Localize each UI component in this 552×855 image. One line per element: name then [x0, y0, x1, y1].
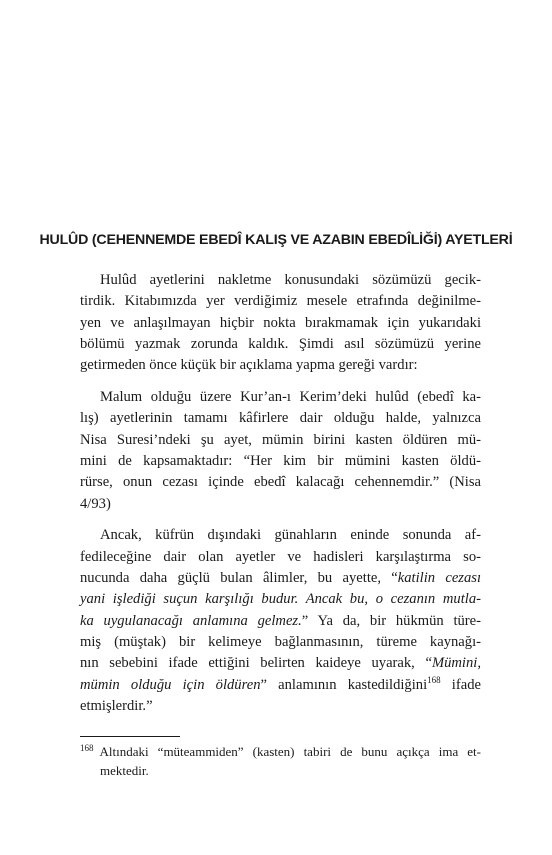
text-span: nucunda daha güçlü bulan âlimler, bu ayette, “ [80, 570, 398, 587]
text-line: fedileceğine dair olan ayetler ve hadisleri karşılaştırma so- [80, 548, 481, 565]
section-heading: HULÛD (CEHENNEMDE EBEDÎ KALIŞ VE AZABIN EBEDÎLİĞİ) AYETLERİ [39, 232, 513, 248]
footnote [80, 743, 481, 780]
text-line: rürse, onun cezası içinde ebedî kalacağı cehennemdir.” (Nisa [80, 474, 481, 491]
text-span: nın sebebini ifade ettiğini belirten kaideye uyarak, “ [80, 655, 432, 672]
text-line: Malum olduğu üzere Kur’an-ı Kerim’deki hulûd (ebedî ka- [100, 389, 481, 406]
footnote-number: 168 [80, 742, 94, 753]
text-span: ” anlamının kastedildiğini [260, 676, 428, 693]
italic-span: Mümini, [431, 655, 481, 672]
text-line [80, 675, 481, 696]
text-line: etmişlerdir.” [80, 697, 153, 714]
text-line: mini de kapsamaktadır: “Her kim bir mümini kasten öldü- [80, 452, 481, 469]
italic-span: ka uygulanacağı anlamına gelmez. [80, 612, 302, 629]
footnote-text: Altındaki “müteammiden” (kasten) tabiri de bunu açıkça ima et- [99, 744, 481, 759]
footnote-line: mektedir. [100, 762, 149, 778]
text-line: lış) ayetlerinin tamamı kâfirlere dair olduğu halde, yalnızca [80, 410, 481, 427]
footnote-divider [80, 736, 180, 737]
body-text [80, 270, 481, 728]
text-line [80, 589, 481, 610]
text-line: yen ve anlaşılmayan hiçbir nokta bırakmamak için yukarıdaki [80, 314, 481, 331]
text-line [80, 568, 481, 589]
text-line: 4/93) [80, 495, 111, 512]
paragraph-3 [80, 525, 481, 717]
text-span: ” Ya da, bir hükmün türe- [301, 612, 481, 629]
text-line: Nisa Suresi’ndeki şu ayet, mümin birini kasten öldüren mü- [80, 431, 481, 448]
text-line [80, 611, 481, 632]
text-line: tirdik. Kitabımızda yer verdiğimiz mesele etrafında değinilme- [80, 293, 481, 310]
italic-span: mümin olduğu için öldüren [80, 676, 261, 693]
paragraph-1 [80, 270, 481, 376]
text-line: bölümü yazmak zorunda kaldık. Şimdi asıl sözümüzü yerine [80, 335, 481, 352]
paragraph-2 [80, 387, 481, 515]
text-line: miş (müştak) bir kelimeye bağlanmasının, türeme kaynağı- [80, 633, 481, 650]
italic-span: yani işlediği suçun karşılığı budur. Ancak bu, o cezanın mutla- [80, 591, 481, 608]
footnote-reference[interactable]: 168 [427, 674, 441, 685]
text-line: getirmeden önce küçük bir açıklama yapma gereği vardır: [80, 357, 418, 374]
text-line: Ancak, küfrün dışındaki günahların eninde sonunda af- [100, 527, 481, 544]
text-line [80, 653, 481, 674]
text-span: ifade [440, 676, 481, 693]
italic-span: katilin cezası [397, 570, 482, 587]
text-line: Hulûd ayetlerini nakletme konusundaki sözümüzü gecik- [100, 272, 481, 288]
footnote-line [80, 743, 481, 762]
